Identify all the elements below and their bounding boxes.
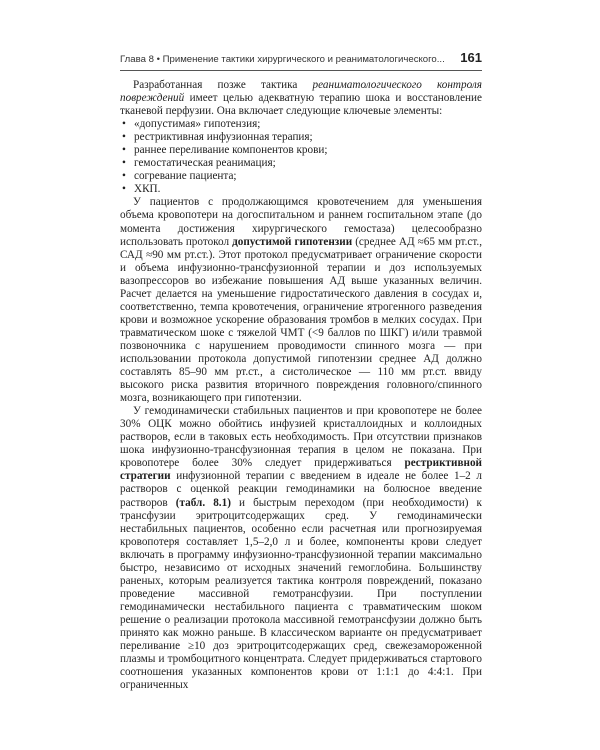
para3-text-3: и быстрым переходом (при необходимости) к трансфузии эритроцитсодержащих сред. У гемодинамически нестабильных пациентов, особенно если расчетная или прогнозируемая кровопотеря составляет 1,5–2,0 л и более, компоненты крови следует включать в программу инфузионно-трансфузионной терапии максимально быстро, независимо от исходных значений гемоглобина. Большинству раненых, которым реализуется тактика контроля повреждений, показано проведение массивной гемотрансфузии. При поступлении гемодинамически нестабильного пациента с травматическим шоком решение о реализации протокола массивной гемотрансфузии должно быть принято как можно раньше. В классическом варианте он предусматривает переливание ≥10 доз эритроцитсодержащих сред, свежезамороженной плазмы и тромбоцитного концентрата. Следует придерживаться стартового соотношения указанных компонентов крови от 1:1:1 до 4:4:1. При ограниченных (120, 496, 482, 692)
list-item: • «допустимая» гипотензия; (120, 118, 482, 131)
running-head-text: Глава 8 • Применение тактики хирургического и реаниматологического... (120, 54, 445, 65)
para3-text-1: У гемодинамически стабильных пациентов и при кровопотере не более 30% ОЦК можно обойтись инфузией кристаллоидных и коллоидных растворов, если в таковых есть необходимость. При отсутствии признаков шока инфузионно-трансфузионная терапия в целом не показана. При кровопотере более 30% следует придерживаться (120, 405, 482, 470)
list-item: • согревание пациента; (120, 170, 482, 183)
key-elements-list (120, 118, 482, 196)
para3-bold-term: рестриктивной стратегии (120, 457, 482, 483)
list-item: • ХКП. (120, 183, 482, 196)
table-reference: (табл. 8.1) (175, 496, 231, 509)
restrictive-strategy-paragraph (120, 405, 482, 692)
intro-text-end: имеет целью адекватную терапию шока и восстановление тканевой перфузии. Она включает следующие ключевые элементы: (120, 92, 482, 118)
intro-text-start: Разработанная позже тактика (133, 79, 313, 91)
intro-paragraph (120, 79, 482, 118)
list-item: • гемостатическая реанимация; (120, 157, 482, 170)
body-text (120, 79, 482, 692)
list-item: • раннее переливание компонентов крови; (120, 144, 482, 157)
intro-italic-term: реаниматологического контроля повреждений (120, 79, 482, 105)
para3-text-2: инфузионной терапии с введением в идеале не более 1–2 л растворов с оценкой реакции гемодинамики на болюсное введение растворов (120, 470, 482, 509)
para2-text-start: У пациентов с продолжающимся кровотечением для уменьшения объема кровопотери на догоспитальном и раннем госпитальном этапе (до момента достижения хирургического гемостаза) целесообразно использовать протокол (120, 196, 482, 248)
para2-bold-term: допустимой гипотензии (232, 235, 353, 248)
hypotension-paragraph (120, 196, 482, 405)
running-header (120, 50, 482, 71)
list-item: • рестриктивная инфузионная терапия; (120, 131, 482, 144)
para2-text-end: (среднее АД ≈65 мм рт.ст., САД ≈90 мм рт.ст.). Этот протокол предусматривает ограничение скорости и объема инфузионно-трансфузионной терапии и доз используемых вазопрессоров во избежание повышения АД выше указанных величин. Расчет делается на уменьшение гидростатического давления в сосудах и, соответственно, темпа кровотечения, ограничение ятрогенного разведения крови и возможное ускорение образования тромбов в мелких сосудах. При травматическом шоке с тяжелой ЧМТ (<9 баллов по ШКГ) и/или травмой позвоночника с нарушением проводимости спинного мозга — при использовании протокола допустимой гипотензии среднее АД должно составлять 85–90 мм рт.ст., а систолическое — 110 мм рт.ст. ввиду высокого риска развития вторичного повреждения головного/спинного мозга, возникающего при гипотензии. (120, 235, 483, 405)
page-number: 161 (460, 50, 482, 65)
